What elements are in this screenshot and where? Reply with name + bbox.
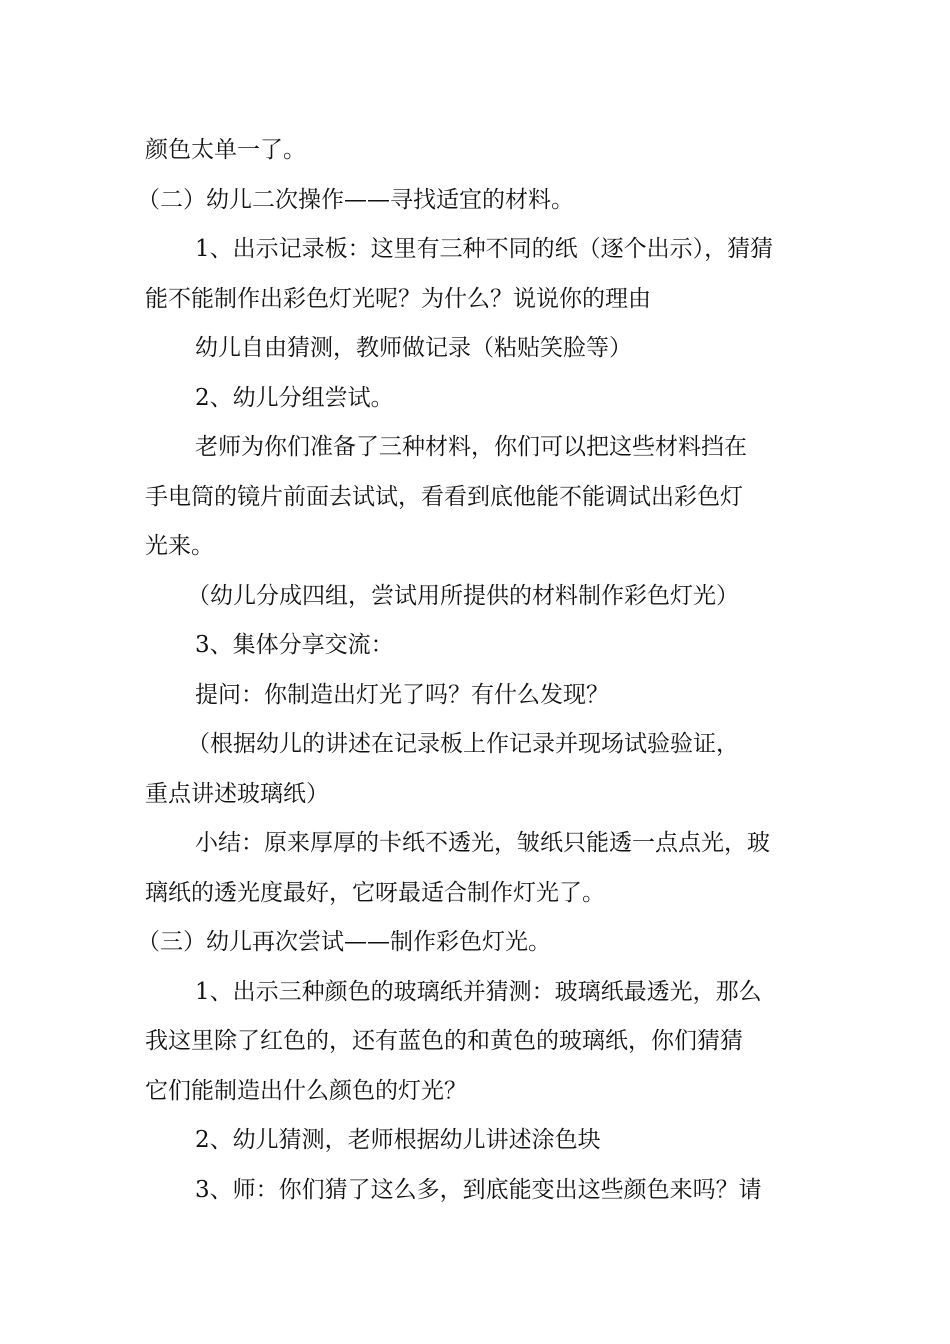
- text-line: 能不能制作出彩色灯光呢？为什么？说说你的理由: [145, 285, 651, 312]
- text-line: 2、幼儿猜测，老师根据幼儿讲述涂色块: [195, 1127, 601, 1153]
- text-line: （幼儿分成四组，尝试用所提供的材料制作彩色灯光）: [187, 582, 739, 609]
- text-line: 光来。: [145, 533, 214, 559]
- text-line: 颜色太单一了。: [145, 137, 306, 163]
- text-line: 3、师：你们猜了这么多，到底能变出这些颜色来吗？请: [195, 1176, 762, 1203]
- text-line: 我这里除了红色的，还有蓝色的和黄色的玻璃纸，你们猜猜: [145, 1028, 743, 1054]
- text-line: 1、出示三种颜色的玻璃纸并猜测：玻璃纸最透光，那么: [195, 978, 762, 1005]
- text-line: （根据幼儿的讲述在记录板上作记录并现场试验验证，: [187, 731, 739, 757]
- section-heading: （二）幼儿二次操作——寻找适宜的材料。: [137, 186, 574, 213]
- text-line: 2、幼儿分组尝试。: [195, 384, 394, 411]
- text-line: 重点讲述玻璃纸）: [145, 780, 329, 807]
- text-line: 璃纸的透光度最好，它呀最适合制作灯光了。: [145, 879, 605, 906]
- text-line: 它们能制造出什么颜色的灯光？: [145, 1077, 467, 1104]
- text-line: 1、出示记录板：这里有三种不同的纸（逐个出示），猜猜: [195, 236, 774, 262]
- text-line: 3、集体分享交流：: [195, 632, 394, 658]
- text-line: 小结：原来厚厚的卡纸不透光，皱纸只能透一点点光，玻: [195, 830, 770, 856]
- text-line: 老师为你们准备了三种材料，你们可以把这些材料挡在: [195, 434, 747, 460]
- section-heading: （三）幼儿再次尝试——制作彩色灯光。: [137, 929, 551, 955]
- text-line: 手电筒的镜片前面去试试，看看到底他能不能调试出彩色灯: [145, 483, 743, 510]
- text-line: 幼儿自由猜测，教师做记录（粘贴笑脸等）: [195, 335, 632, 361]
- document-body: [137, 126, 815, 1215]
- text-line: 提问：你制造出灯光了吗？有什么发现？: [195, 681, 609, 708]
